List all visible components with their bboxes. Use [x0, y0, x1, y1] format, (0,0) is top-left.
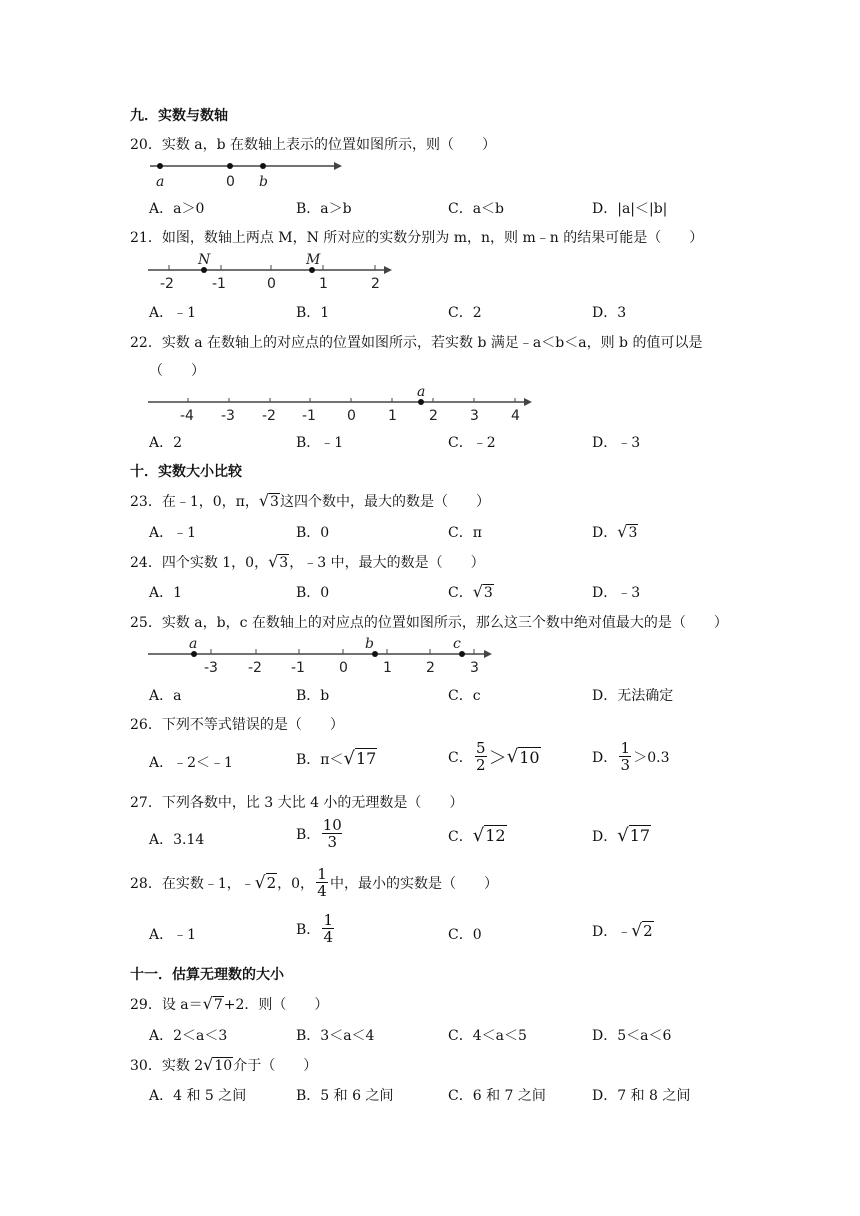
option-a: A．﹣2＜﹣1 — [149, 755, 233, 771]
option-a: A．a — [149, 688, 182, 704]
question-21-stem: 21．如图，数轴上两点 M，N 所对应的实数分别为 m，n，则 m﹣n 的结果可能是（ ） — [130, 230, 704, 246]
section-title: 十．实数大小比较 — [130, 464, 242, 480]
section-title: 十一．估算无理数的大小 — [130, 967, 284, 983]
option-a: A．2 — [149, 435, 183, 451]
option-d: D．7 和 8 之间 — [592, 1088, 691, 1104]
option-c: C．﹣2 — [448, 435, 496, 451]
option-a: A．﹣1 — [149, 525, 197, 541]
axis-label-0: 0 — [226, 174, 235, 190]
option-c: C．√12 — [448, 825, 506, 846]
tick-label: -2 — [160, 276, 174, 292]
number-line-q20 — [148, 158, 348, 190]
option-d: D．3 — [592, 305, 627, 321]
tick-label: 0 — [339, 660, 348, 676]
option-b: B．a＞b — [296, 201, 352, 217]
option-c: C．0 — [448, 927, 482, 943]
tick-label: -3 — [204, 660, 218, 676]
point-label-n: N — [198, 252, 211, 268]
question-22-stem-cont: （ ） — [149, 363, 205, 379]
option-c: C．√3 — [448, 582, 493, 601]
tick-label: 0 — [267, 276, 276, 292]
option-c: C．4＜a＜5 — [448, 1028, 527, 1044]
point-label-a: a — [189, 636, 198, 652]
option-c: C． 5 2 ＞ √ 10 — [448, 739, 540, 774]
tick-label: 1 — [319, 276, 328, 292]
point-label-m: M — [306, 252, 321, 268]
tick-label: -1 — [302, 408, 316, 424]
question-28-stem: 28．在实数﹣1，﹣ √ 2 ，0， 1 4 中，最小的实数是（ ） — [130, 865, 499, 900]
option-d: D．﹣3 — [592, 585, 641, 601]
question-30-stem: 30．实数 2√10介于（ ） — [130, 1055, 318, 1074]
option-c: C．6 和 7 之间 — [448, 1088, 546, 1104]
option-d: D．无法确定 — [592, 688, 674, 704]
tick-label: 1 — [383, 660, 392, 676]
option-b: B．b — [296, 688, 330, 704]
fraction: 1 4 — [317, 865, 327, 900]
option-b: B．5 和 6 之间 — [296, 1088, 394, 1104]
option-c: C．a＜b — [448, 201, 505, 217]
option-b: B．﹣1 — [296, 435, 344, 451]
question-25-stem: 25．实数 a，b，c 在数轴上的对应点的位置如图所示，那么这三个数中绝对值最大的是（ ） — [130, 615, 728, 631]
tick-label: -1 — [212, 276, 226, 292]
question-29-stem: 29．设 a＝√7+2．则（ ） — [130, 994, 329, 1013]
option-a: A．3.14 — [149, 832, 205, 848]
tick-label: 4 — [511, 408, 520, 424]
option-b: B．1 — [296, 305, 330, 321]
axis-label-b: b — [259, 174, 268, 190]
tick-label: -4 — [180, 408, 194, 424]
tick-label: -1 — [291, 660, 305, 676]
tick-label: 2 — [371, 276, 380, 292]
tick-label: -2 — [262, 408, 276, 424]
fraction: 5 2 — [475, 739, 486, 774]
question-22-stem: 22．实数 a 在数轴上的对应点的位置如图所示，若实数 b 满足﹣a＜b＜a，则 b 的值可以是 — [130, 335, 703, 351]
option-a: A．a＞0 — [149, 201, 205, 217]
option-d: D．﹣√2 — [592, 921, 653, 941]
section-title: 九．实数与数轴 — [130, 108, 228, 124]
question-26-stem: 26．下列不等式错误的是（ ） — [130, 717, 344, 733]
tick-label: 2 — [426, 660, 435, 676]
fraction: 1 4 — [323, 911, 334, 946]
option-c: C．c — [448, 688, 481, 704]
option-a: A．﹣1 — [149, 305, 197, 321]
option-d: D． 1 3 ＞0.3 — [592, 739, 670, 774]
tick-label: 1 — [388, 408, 397, 424]
tick-label: -2 — [248, 660, 262, 676]
question-27-stem: 27．下列各数中，比 3 大比 4 小的无理数是（ ） — [130, 795, 464, 811]
option-a: A．4 和 5 之间 — [149, 1088, 247, 1104]
option-a: A．﹣1 — [149, 927, 197, 943]
sqrt-3: √3 — [258, 491, 279, 510]
option-d: D．√3 — [592, 522, 638, 541]
option-b: B． 1 4 — [296, 911, 334, 946]
number-line-q21 — [146, 250, 401, 292]
tick-label: -3 — [221, 408, 235, 424]
option-c: C．π — [448, 525, 482, 541]
number-line-q25 — [146, 634, 501, 676]
option-b: B．0 — [296, 525, 330, 541]
tick-label: 0 — [347, 408, 356, 424]
option-a: A．1 — [149, 585, 183, 601]
option-d: D．5＜a＜6 — [592, 1028, 672, 1044]
option-b: B．3＜a＜4 — [296, 1028, 375, 1044]
option-b: B．0 — [296, 585, 330, 601]
option-d: D．√17 — [592, 825, 651, 846]
option-c: C．2 — [448, 305, 482, 321]
number-line-q22 — [146, 382, 541, 426]
axis-label-a: a — [156, 174, 165, 190]
option-d: D．|a|＜|b| — [592, 201, 668, 217]
option-a: A．2＜a＜3 — [149, 1028, 228, 1044]
option-b: B．π＜√17 — [296, 748, 377, 769]
question-23-stem: 23．在﹣1，0，π，√3这四个数中，最大的数是（ ） — [130, 491, 490, 510]
fraction: 10 3 — [322, 816, 342, 851]
point-label-c: c — [453, 636, 461, 652]
point-label-a: a — [417, 384, 426, 400]
fraction: 1 3 — [620, 739, 630, 774]
option-d: D．﹣3 — [592, 435, 641, 451]
tick-label: 2 — [429, 408, 438, 424]
question-20-stem: 20．实数 a，b 在数轴上表示的位置如图所示，则（ ） — [130, 137, 497, 153]
tick-label: 3 — [470, 660, 479, 676]
tick-label: 3 — [470, 408, 479, 424]
point-label-b: b — [365, 636, 374, 652]
option-b: B． 10 3 — [296, 816, 342, 851]
question-24-stem: 24．四个实数 1，0，√3，﹣3 中，最大的数是（ ） — [130, 552, 485, 571]
